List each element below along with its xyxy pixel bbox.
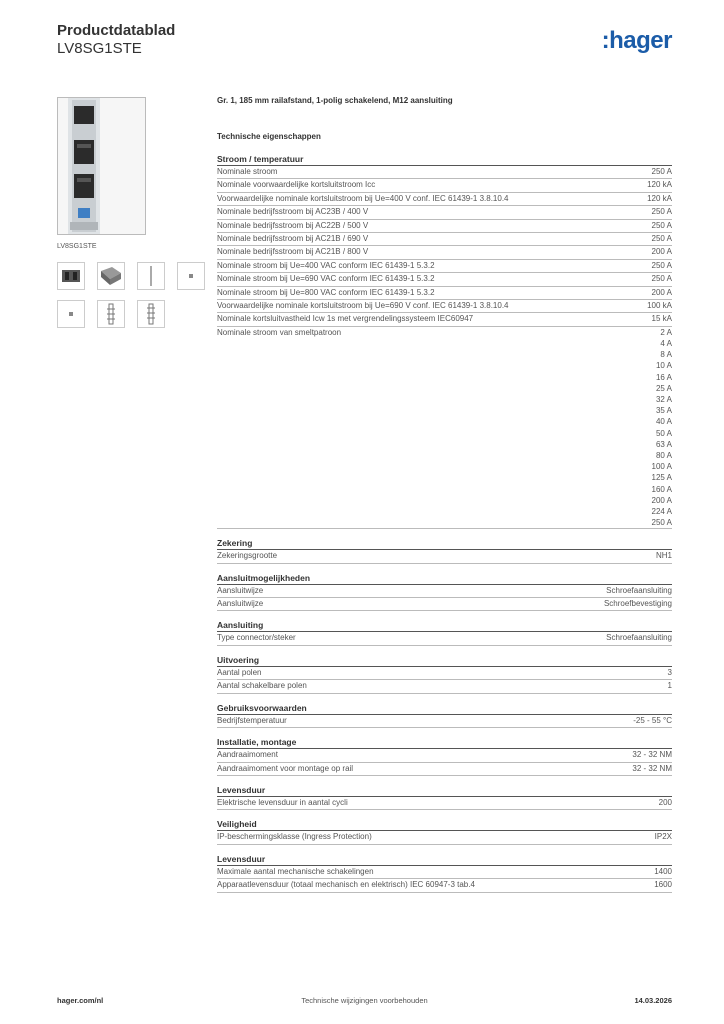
product-thumb-icon	[58, 263, 84, 289]
spec-value: 160 A	[651, 484, 672, 494]
spec-section	[217, 702, 672, 728]
spec-value: 50 A	[655, 428, 672, 438]
spec-label: Aantal polen	[217, 667, 262, 677]
spec-value: 250 A	[651, 220, 672, 230]
spec-label: Nominale bedrijfsstroom bij AC23B / 400 V	[217, 207, 369, 217]
spec-row	[217, 220, 672, 233]
spec-value: 125 A	[651, 473, 672, 483]
tech-heading: Technische eigenschappen	[217, 132, 321, 141]
spec-label: Apparaatlevensduur (totaal mechanisch en elektrisch) IEC 60947-3 tab.4	[217, 880, 475, 890]
spec-value: NH1	[655, 551, 672, 561]
spec-section	[217, 784, 672, 810]
spec-label: Nominale bedrijfsstroom bij AC21B / 800 V	[217, 247, 369, 257]
spec-label: Aansluitwijze	[217, 599, 264, 609]
spec-row	[217, 260, 672, 273]
spec-value: IP2X	[654, 832, 672, 842]
spec-label: Bedrijfstemperatuur	[217, 715, 287, 725]
spec-row	[217, 831, 672, 844]
spec-value: 32 - 32 NM	[632, 763, 672, 773]
spec-label: Type connector/steker	[217, 633, 296, 643]
spec-value: 4 A	[660, 339, 672, 349]
spec-label: Zekeringsgrootte	[217, 551, 278, 561]
spec-value: 3	[667, 667, 672, 677]
spec-label: Voorwaardelijke nominale kortsluitstroom bij Ue=400 V conf. IEC 61439-1 3.8.10.4	[217, 193, 509, 203]
spec-value: 250 A	[651, 234, 672, 244]
spec-section	[217, 153, 672, 529]
section-title: Levensduur	[217, 784, 672, 797]
spec-row	[217, 585, 672, 598]
spec-value: Schroefaansluiting	[606, 585, 672, 595]
spec-row	[217, 632, 672, 645]
spec-section	[217, 853, 672, 893]
spec-content	[217, 96, 672, 893]
thumbnail-angle[interactable]	[97, 262, 125, 290]
section-title: Levensduur	[217, 853, 672, 866]
spec-value: 120 kA	[647, 193, 672, 203]
spec-label: Nominale stroom bij Ue=800 VAC conform IEC 61439-1 5.3.2	[217, 287, 435, 297]
spec-value: 250 A	[651, 260, 672, 270]
spec-row	[217, 273, 672, 286]
spec-label: Nominale stroom	[217, 167, 278, 176]
thumbnail-drawing-1[interactable]	[97, 300, 125, 328]
spec-section	[217, 619, 672, 645]
spec-value: 35 A	[655, 406, 672, 416]
spec-value: 1600	[654, 880, 672, 890]
spec-row	[217, 763, 672, 776]
footer-website[interactable]: hager.com/nl	[57, 996, 104, 1005]
spec-section	[217, 537, 672, 563]
spec-value: 250 A	[651, 518, 672, 528]
spec-value: Schroefbevestiging	[603, 599, 672, 609]
thumbnail-front[interactable]	[57, 262, 85, 290]
spec-label: Nominale kortsluitvastheid Icw 1s met vergrendelingssysteem IEC60947	[217, 314, 474, 324]
spec-row	[217, 715, 672, 728]
hager-logo: :hager	[601, 27, 672, 54]
spec-value: 250 A	[651, 207, 672, 217]
product-image-label: LV8SG1STE	[57, 243, 97, 250]
spec-value: 63 A	[655, 439, 672, 449]
spec-label: IP-beschermingsklasse (Ingress Protection)	[217, 832, 372, 842]
spec-row	[217, 313, 672, 326]
spec-value: -25 - 55 °C	[633, 715, 672, 725]
spec-label: Nominale bedrijfsstroom bij AC21B / 690 V	[217, 234, 369, 244]
page-header	[57, 22, 175, 58]
spec-row	[217, 879, 672, 892]
spec-row	[217, 287, 672, 300]
product-thumb-icon	[138, 263, 164, 289]
spec-row	[217, 206, 672, 219]
spec-label: Nominale stroom bij Ue=400 VAC conform IEC 61439-1 5.3.2	[217, 260, 435, 270]
technical-drawing-icon	[98, 301, 124, 327]
spec-value: 32 A	[655, 395, 672, 404]
spec-section	[217, 654, 672, 694]
spec-label: Aantal schakelbare polen	[217, 681, 307, 691]
spec-label: Aansluitwijze	[217, 585, 264, 595]
spec-row	[217, 797, 672, 810]
spec-row	[217, 866, 672, 879]
spec-value: 10 A	[655, 361, 672, 371]
thumbnail-top[interactable]	[177, 262, 205, 290]
spec-value: 40 A	[655, 417, 672, 427]
product-description: Gr. 1, 185 mm railafstand, 1-polig schakelend, M12 aansluiting	[217, 96, 453, 105]
spec-value: 8 A	[660, 350, 672, 360]
spec-value: 250 A	[651, 167, 672, 176]
spec-value: 100 kA	[647, 301, 672, 311]
section-title: Aansluiting	[217, 619, 672, 632]
spec-value: 200 A	[651, 495, 672, 505]
spec-label: Nominale bedrijfsstroom bij AC22B / 500 V	[217, 220, 369, 230]
spec-row	[217, 233, 672, 246]
thumbnail-side[interactable]	[137, 262, 165, 290]
spec-section	[217, 736, 672, 776]
spec-value: 224 A	[651, 506, 672, 516]
thumbnail-detail[interactable]	[57, 300, 85, 328]
spec-row	[217, 550, 672, 563]
section-title: Installatie, montage	[217, 736, 672, 749]
page-title: Productdatablad	[57, 22, 176, 39]
section-title: Aansluitmogelijkheden	[217, 572, 672, 585]
section-title: Uitvoering	[217, 654, 672, 667]
spec-value: 200 A	[651, 287, 672, 297]
spec-row	[217, 193, 672, 206]
spec-row	[217, 327, 672, 529]
spec-value: 16 A	[655, 372, 672, 382]
spec-value: 32 - 32 NM	[632, 750, 672, 760]
spec-label: Maximale aantal mechanische schakelingen	[217, 866, 374, 876]
spec-label: Aandraaimoment voor montage op rail	[217, 763, 354, 773]
spec-label: Elektrische levensduur in aantal cycli	[217, 797, 348, 807]
spec-row	[217, 749, 672, 762]
spec-label: Nominale stroom van smeltpatroon	[217, 327, 342, 337]
page-footer	[57, 996, 672, 1008]
spec-value: 15 kA	[651, 314, 672, 324]
spec-value: 200	[658, 797, 672, 807]
spec-label: Voorwaardelijke nominale kortsluitstroom bij Ue=690 V conf. IEC 61439-1 3.8.10.4	[217, 301, 509, 311]
spec-value: Schroefaansluiting	[606, 633, 672, 643]
spec-label: Nominale stroom bij Ue=690 VAC conform IEC 61439-1 5.3.2	[217, 274, 435, 284]
product-thumb-icon	[98, 263, 124, 289]
spec-row	[217, 680, 672, 693]
product-thumb-icon	[58, 301, 84, 327]
section-title: Gebruiksvoorwaarden	[217, 702, 672, 715]
spec-value: 100 A	[651, 462, 672, 472]
section-title: Zekering	[217, 537, 672, 550]
thumbnail-drawing-2[interactable]	[137, 300, 165, 328]
section-title: Stroom / temperatuur	[217, 153, 672, 166]
footer-disclaimer: Technische wijzigingen voorbehouden	[301, 996, 428, 1005]
product-image[interactable]	[57, 97, 146, 235]
spec-sections	[217, 153, 672, 893]
spec-row	[217, 166, 672, 179]
section-title: Veiligheid	[217, 818, 672, 831]
spec-value: 200 A	[651, 247, 672, 257]
spec-value: 2 A	[660, 327, 672, 337]
spec-value: 1	[667, 681, 672, 691]
spec-section	[217, 818, 672, 844]
spec-label: Aandraaimoment	[217, 750, 278, 760]
spec-value: 250 A	[651, 274, 672, 284]
technical-drawing-icon	[138, 301, 164, 327]
spec-value-list	[652, 327, 672, 528]
spec-row	[217, 179, 672, 192]
spec-value: 25 A	[655, 383, 672, 393]
spec-value: 1400	[654, 866, 672, 876]
spec-value: 120 kA	[647, 180, 672, 190]
spec-section	[217, 572, 672, 612]
product-thumb-icon	[178, 263, 204, 289]
spec-row	[217, 300, 672, 313]
spec-label: Nominale voorwaardelijke kortsluitstroom Icc	[217, 180, 376, 190]
product-code: LV8SG1STE	[57, 40, 142, 57]
spec-row	[217, 667, 672, 680]
fuse-switch-icon	[58, 98, 145, 234]
spec-row	[217, 246, 672, 259]
footer-date: 14.03.2026	[634, 996, 672, 1005]
spec-value: 80 A	[655, 450, 672, 460]
spec-row	[217, 598, 672, 611]
